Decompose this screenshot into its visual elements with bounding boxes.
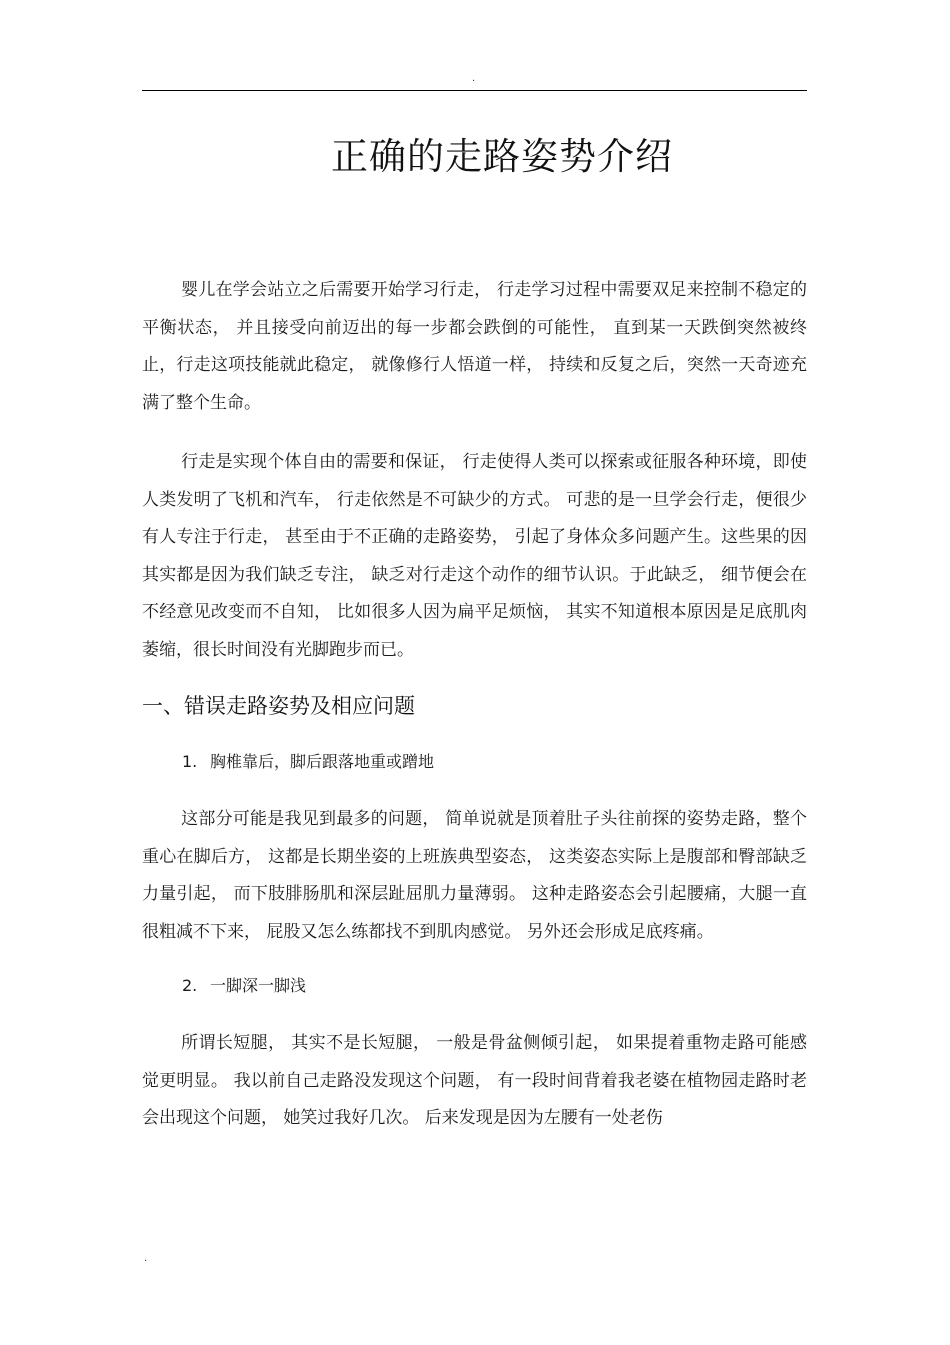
section-heading: 一、错误走路姿势及相应问题 — [142, 694, 415, 718]
footer-marker: . — [144, 1253, 148, 1264]
subsection-number: 1. — [182, 752, 198, 771]
subsection-paragraph-2: 所谓长短腿， 其实不是长短腿， 一般是骨盆侧倾引起， 如果提着重物走路可能感觉更明显。 我以前自己走路没发现这个问题， 有一段时间背着我老婆在植物园走路时老会出现这个问题， 她笑过我好几次。 后来发现是因为左腰有一处老伤 — [142, 1033, 807, 1128]
intro-paragraph-2: 行走是实现个体自由的需要和保证， 行走使得人类可以探索或征服各种环境，即使人类发明了飞机和汽车， 行走依然是不可缺少的方式。 可悲的是一旦学会行走，便很少有人专注于行走， 甚至由于不正确的走路姿势， 引起了身体众多问题产生。这些果的因其实都是因为我们缺乏专注， 缺乏对行走这个动作的细节认识。于此缺乏， 细节便会在不经意见改变而不自知， 比如很多人因为扁平足烦恼， 其实不知道根本原因是足底肌肉萎缩，很长时间没有光脚跑步而已。 — [142, 452, 807, 660]
subsection-heading-1 — [142, 749, 807, 775]
document-body — [142, 272, 807, 1160]
header-rule — [142, 90, 807, 91]
subsection-title: 胸椎靠后，脚后跟落地重或蹭地 — [210, 752, 435, 771]
subsection-number: 2. — [182, 976, 198, 995]
intro-paragraph-1: 婴儿在学会站立之后需要开始学习行走， 行走学习过程中需要双足来控制不稳定的平衡状态， 并且接受向前迈出的每一步都会跌倒的可能性， 直到某一天跌倒突然被终止，行走这项技能就此稳定， 就像修行人悟道一样， 持续和反复之后，突然一天奇迹充满了整个生命。 — [142, 280, 807, 413]
subsection-paragraph-1: 这部分可能是我见到最多的问题， 简单说就是顶着肚子头往前探的姿势走路，整个重心在脚后方， 这都是长期坐姿的上班族典型姿态， 这类姿态实际上是腹部和臀部缺乏力量引起， 而下肢腓肠肌和深层趾屈肌力量薄弱。 这种走路姿态会引起腰痛，大腿一直很粗减不下来， 屁股又怎么练都找不到肌肉感觉。 另外还会形成足底疼痛。 — [142, 809, 807, 942]
subsection-title: 一脚深一脚浅 — [210, 976, 307, 995]
subsection-heading-2 — [142, 973, 807, 999]
header-marker: . — [472, 73, 476, 84]
page-title: 正确的走路姿势介绍 — [331, 135, 673, 178]
